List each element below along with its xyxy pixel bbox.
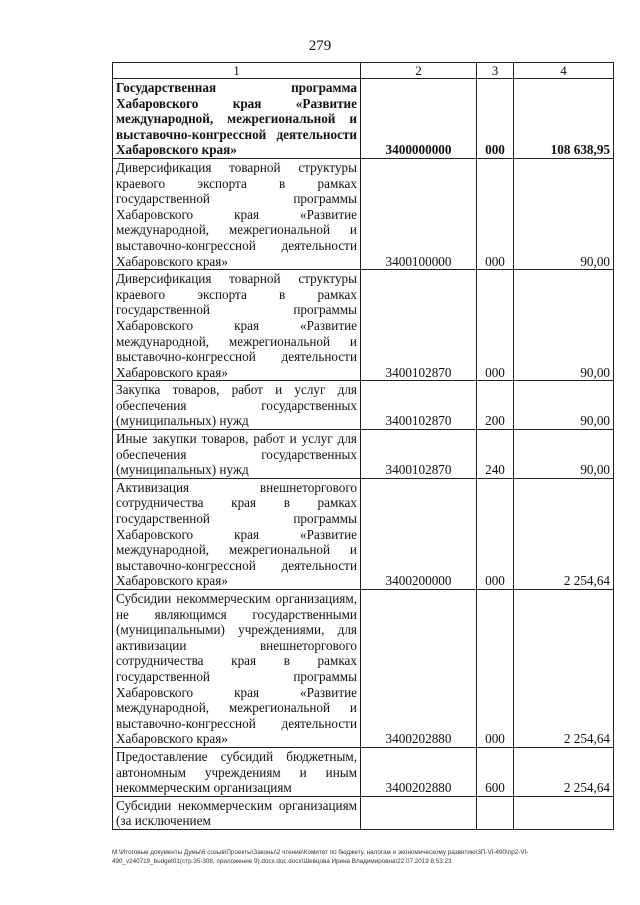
column-header-3: 3	[477, 63, 514, 79]
row-amount	[514, 796, 614, 829]
row-code: 3400100000	[361, 158, 477, 269]
table-row	[113, 590, 614, 748]
row-name: Диверсификация товарной структуры краевого экспорта в рамках государственной программы Хабаровского края «Развитие международной, межрегиональной и выставочно-конгрессной деятельности Хабаровского края»	[113, 158, 361, 269]
row-amount: 90,00	[514, 270, 614, 381]
row-name: Субсидии некоммерческим организациям (за исключением	[113, 796, 361, 829]
row-name: Активизация внешнеторгового сотрудничества края в рамках государственной программы Хабаровского края «Развитие международной, межрегиональной и выставочно-конгрессной деятельности Хабаровского края»	[113, 478, 361, 589]
table-row	[113, 270, 614, 381]
column-header-2: 2	[361, 63, 477, 79]
row-expense-type: 240	[477, 430, 514, 479]
row-expense-type: 000	[477, 478, 514, 589]
table-row	[113, 478, 614, 589]
row-code: 3400200000	[361, 478, 477, 589]
row-amount: 108 638,95	[514, 79, 614, 159]
table-row	[113, 430, 614, 479]
row-expense-type: 000	[477, 270, 514, 381]
row-expense-type	[477, 796, 514, 829]
row-code: 3400202880	[361, 590, 477, 748]
row-code: 3400102870	[361, 381, 477, 430]
row-code: 3400202880	[361, 747, 477, 796]
row-expense-type: 000	[477, 590, 514, 748]
row-name: Закупка товаров, работ и услуг для обеспечения государственных (муниципальных) нужд	[113, 381, 361, 430]
budget-table	[112, 62, 614, 830]
table-row	[113, 747, 614, 796]
row-amount: 90,00	[514, 381, 614, 430]
document-path-footer: М:\Итоговые документы Думы\6 созыв\Проекты\Законы\2 чтение\Комитет по бюджету, налогам и экономическому развитию\3П-VI-490\пр2-VI-490_v240719_budget01(стр.35-308, приложение 9).docx.doc.docx\Шевцова Ирина Владимировна\22.07.2019 8:53:23	[112, 849, 529, 865]
row-name: Субсидии некоммерческим организациям, не являющимся государственными (муниципальными) учреждениями, для активизации внешнеторгового сотрудничества края в рамках государственной программы Хабаровского края «Развитие международной, межрегиональной и выставочно-конгрессной деятельности Хабаровского края»	[113, 590, 361, 748]
row-expense-type: 200	[477, 381, 514, 430]
row-expense-type: 000	[477, 79, 514, 159]
row-name: Иные закупки товаров, работ и услуг для обеспечения государственных (муниципальных) нужд	[113, 430, 361, 479]
page-number: 279	[308, 38, 332, 54]
row-name: Предоставление субсидий бюджетным, автономным учреждениям и иным некоммерческим организациям	[113, 747, 361, 796]
column-header-4: 4	[514, 63, 614, 79]
row-code: 3400000000	[361, 79, 477, 159]
row-code: 3400102870	[361, 430, 477, 479]
row-amount: 2 254,64	[514, 590, 614, 748]
row-name: Диверсификация товарной структуры краевого экспорта в рамках государственной программы Хабаровского края «Развитие международной, межрегиональной и выставочно-конгрессной деятельности Хабаровского края»	[113, 270, 361, 381]
row-expense-type: 000	[477, 158, 514, 269]
row-code: 3400102870	[361, 270, 477, 381]
table-row	[113, 79, 614, 159]
table-row	[113, 158, 614, 269]
row-amount: 90,00	[514, 158, 614, 269]
row-code	[361, 796, 477, 829]
column-header-1: 1	[113, 63, 361, 79]
table-row	[113, 381, 614, 430]
table-header-row	[113, 63, 614, 79]
row-name: Государственная программа Хабаровского края «Развитие международной, межрегиональной и выставочно-конгрессной деятельности Хабаровского края»	[113, 79, 361, 159]
row-amount: 2 254,64	[514, 747, 614, 796]
row-amount: 2 254,64	[514, 478, 614, 589]
row-amount: 90,00	[514, 430, 614, 479]
table-row	[113, 796, 614, 829]
row-expense-type: 600	[477, 747, 514, 796]
